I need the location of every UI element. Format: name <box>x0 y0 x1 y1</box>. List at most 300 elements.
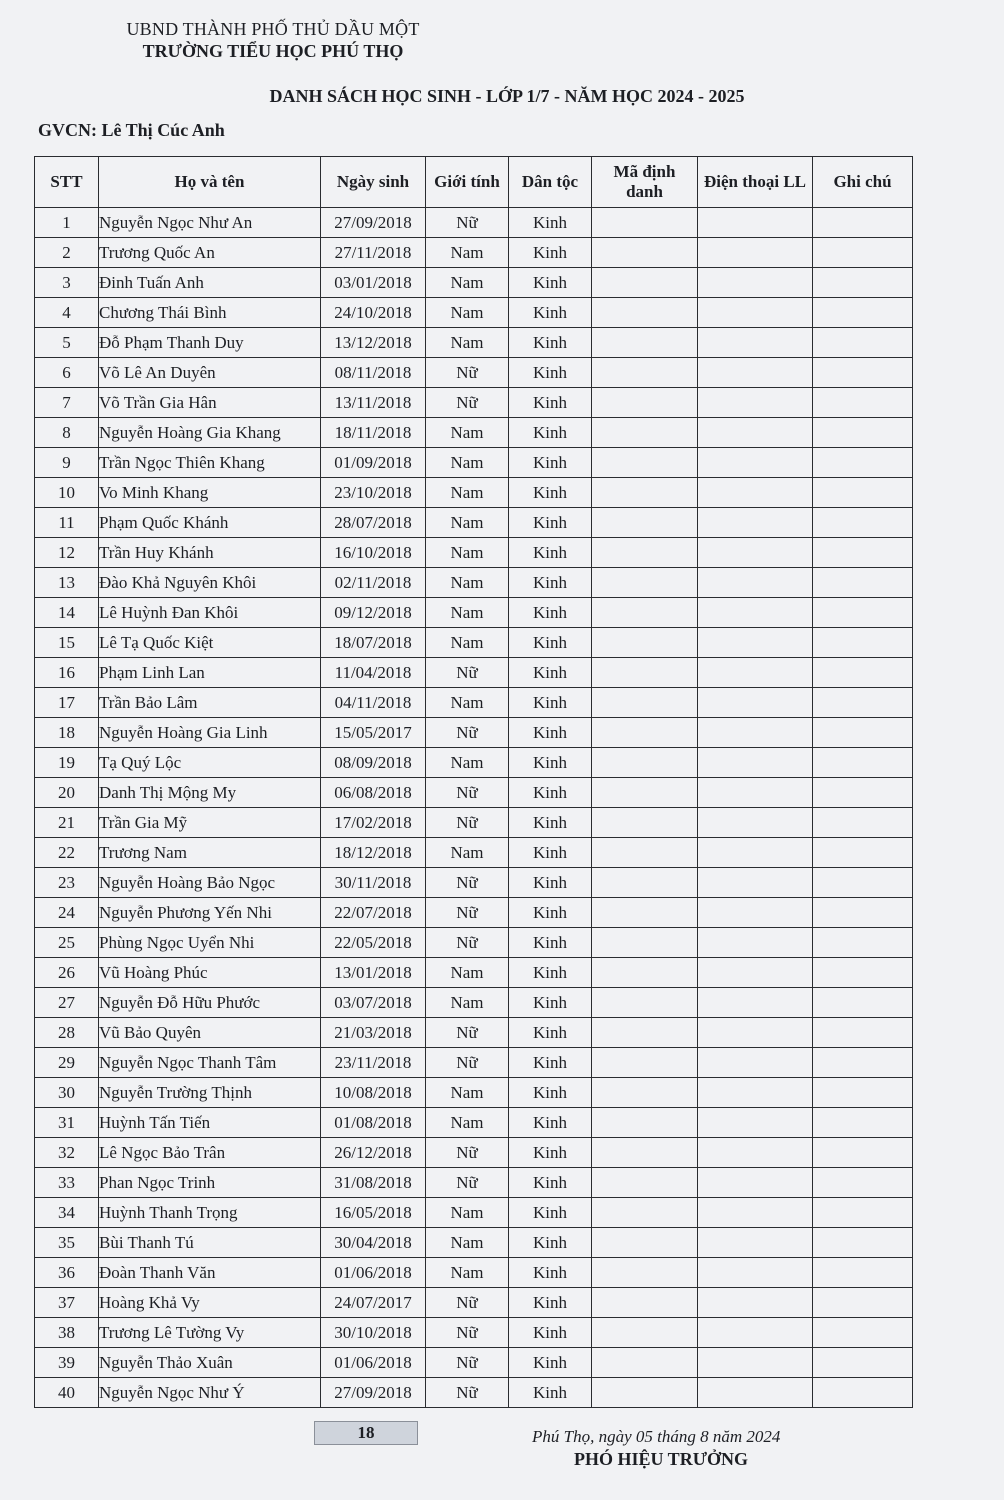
cell-gender: Nam <box>426 268 509 298</box>
cell-gender: Nam <box>426 958 509 988</box>
cell-dob: 04/11/2018 <box>321 688 426 718</box>
cell-id-code <box>592 1348 698 1378</box>
cell-phone <box>698 988 813 1018</box>
cell-gender: Nam <box>426 478 509 508</box>
cell-phone <box>698 478 813 508</box>
cell-stt: 1 <box>35 208 99 238</box>
table-row <box>35 718 913 748</box>
col-header-dob: Ngày sinh <box>321 157 426 208</box>
cell-stt: 6 <box>35 358 99 388</box>
cell-dob: 17/02/2018 <box>321 808 426 838</box>
cell-phone <box>698 1108 813 1138</box>
cell-name: Đào Khả Nguyên Khôi <box>99 568 321 598</box>
cell-dob: 30/10/2018 <box>321 1318 426 1348</box>
cell-dob: 30/04/2018 <box>321 1228 426 1258</box>
cell-gender: Nữ <box>426 778 509 808</box>
cell-stt: 2 <box>35 238 99 268</box>
cell-id-code <box>592 958 698 988</box>
teacher-label: GVCN: <box>38 120 97 140</box>
cell-phone <box>698 658 813 688</box>
cell-id-code <box>592 898 698 928</box>
cell-ethnicity: Kinh <box>509 298 592 328</box>
table-row <box>35 478 913 508</box>
cell-id-code <box>592 298 698 328</box>
cell-name: Danh Thị Mộng My <box>99 778 321 808</box>
cell-gender: Nam <box>426 568 509 598</box>
table-row <box>35 238 913 268</box>
table-row <box>35 598 913 628</box>
cell-ethnicity: Kinh <box>509 328 592 358</box>
cell-stt: 4 <box>35 298 99 328</box>
table-row <box>35 838 913 868</box>
cell-notes <box>813 1378 913 1408</box>
cell-ethnicity: Kinh <box>509 478 592 508</box>
cell-gender: Nam <box>426 748 509 778</box>
cell-stt: 20 <box>35 778 99 808</box>
cell-ethnicity: Kinh <box>509 268 592 298</box>
table-row <box>35 928 913 958</box>
cell-ethnicity: Kinh <box>509 388 592 418</box>
cell-name: Bùi Thanh Tú <box>99 1228 321 1258</box>
cell-ethnicity: Kinh <box>509 928 592 958</box>
cell-stt: 10 <box>35 478 99 508</box>
cell-ethnicity: Kinh <box>509 748 592 778</box>
cell-dob: 23/10/2018 <box>321 478 426 508</box>
table-row <box>35 988 913 1018</box>
cell-name: Huỳnh Tấn Tiến <box>99 1108 321 1138</box>
cell-gender: Nữ <box>426 1378 509 1408</box>
cell-dob: 10/08/2018 <box>321 1078 426 1108</box>
cell-notes <box>813 628 913 658</box>
cell-gender: Nữ <box>426 928 509 958</box>
cell-id-code <box>592 1138 698 1168</box>
cell-id-code <box>592 238 698 268</box>
cell-id-code <box>592 418 698 448</box>
col-header-notes: Ghi chú <box>813 157 913 208</box>
cell-ethnicity: Kinh <box>509 1168 592 1198</box>
cell-id-code <box>592 268 698 298</box>
cell-name: Vo Minh Khang <box>99 478 321 508</box>
cell-id-code <box>592 838 698 868</box>
cell-dob: 13/11/2018 <box>321 388 426 418</box>
cell-gender: Nam <box>426 1078 509 1108</box>
cell-ethnicity: Kinh <box>509 1138 592 1168</box>
cell-phone <box>698 898 813 928</box>
cell-phone <box>698 1078 813 1108</box>
cell-id-code <box>592 658 698 688</box>
cell-ethnicity: Kinh <box>509 628 592 658</box>
cell-gender: Nữ <box>426 1018 509 1048</box>
cell-gender: Nam <box>426 298 509 328</box>
cell-gender: Nam <box>426 988 509 1018</box>
cell-dob: 27/11/2018 <box>321 238 426 268</box>
cell-ethnicity: Kinh <box>509 1108 592 1138</box>
table-row <box>35 298 913 328</box>
cell-gender: Nam <box>426 1228 509 1258</box>
table-row <box>35 1228 913 1258</box>
cell-ethnicity: Kinh <box>509 868 592 898</box>
table-row <box>35 1078 913 1108</box>
cell-id-code <box>592 448 698 478</box>
cell-dob: 21/03/2018 <box>321 1018 426 1048</box>
cell-notes <box>813 538 913 568</box>
cell-dob: 23/11/2018 <box>321 1048 426 1078</box>
cell-id-code <box>592 1108 698 1138</box>
cell-phone <box>698 388 813 418</box>
table-row <box>35 1168 913 1198</box>
cell-dob: 08/09/2018 <box>321 748 426 778</box>
table-row <box>35 778 913 808</box>
cell-stt: 21 <box>35 808 99 838</box>
cell-phone <box>698 778 813 808</box>
cell-ethnicity: Kinh <box>509 1288 592 1318</box>
cell-id-code <box>592 628 698 658</box>
cell-name: Huỳnh Thanh Trọng <box>99 1198 321 1228</box>
cell-stt: 12 <box>35 538 99 568</box>
cell-stt: 36 <box>35 1258 99 1288</box>
cell-stt: 30 <box>35 1078 99 1108</box>
cell-ethnicity: Kinh <box>509 358 592 388</box>
cell-phone <box>698 538 813 568</box>
cell-name: Trương Lê Tường Vy <box>99 1318 321 1348</box>
cell-phone <box>698 838 813 868</box>
cell-stt: 18 <box>35 718 99 748</box>
table-row <box>35 1348 913 1378</box>
cell-name: Nguyễn Ngọc Thanh Tâm <box>99 1048 321 1078</box>
cell-phone <box>698 418 813 448</box>
signer-title: PHÓ HIỆU TRƯỞNG <box>574 1449 749 1469</box>
cell-stt: 28 <box>35 1018 99 1048</box>
cell-notes <box>813 1318 913 1348</box>
cell-id-code <box>592 208 698 238</box>
cell-ethnicity: Kinh <box>509 838 592 868</box>
cell-stt: 38 <box>35 1318 99 1348</box>
cell-phone <box>698 928 813 958</box>
table-row <box>35 748 913 778</box>
cell-notes <box>813 868 913 898</box>
cell-ethnicity: Kinh <box>509 688 592 718</box>
cell-phone <box>698 868 813 898</box>
cell-phone <box>698 208 813 238</box>
cell-phone <box>698 1318 813 1348</box>
table-row <box>35 268 913 298</box>
cell-stt: 8 <box>35 418 99 448</box>
cell-notes <box>813 1018 913 1048</box>
cell-gender: Nam <box>426 328 509 358</box>
cell-name: Phùng Ngọc Uyển Nhi <box>99 928 321 958</box>
cell-id-code <box>592 598 698 628</box>
document-title: DANH SÁCH HỌC SINH - LỚP 1/7 - NĂM HỌC 2024 - 2025 <box>269 86 745 106</box>
cell-dob: 13/01/2018 <box>321 958 426 988</box>
cell-phone <box>698 1258 813 1288</box>
cell-notes <box>813 1168 913 1198</box>
cell-stt: 34 <box>35 1198 99 1228</box>
document-header <box>108 18 438 62</box>
cell-ethnicity: Kinh <box>509 508 592 538</box>
cell-dob: 30/11/2018 <box>321 868 426 898</box>
cell-notes <box>813 418 913 448</box>
cell-ethnicity: Kinh <box>509 1048 592 1078</box>
cell-dob: 28/07/2018 <box>321 508 426 538</box>
authority-name: UBND THÀNH PHỐ THỦ DẦU MỘT <box>126 19 420 39</box>
cell-gender: Nam <box>426 628 509 658</box>
cell-gender: Nữ <box>426 388 509 418</box>
table-row <box>35 628 913 658</box>
cell-gender: Nữ <box>426 808 509 838</box>
cell-dob: 27/09/2018 <box>321 1378 426 1408</box>
table-row <box>35 1378 913 1408</box>
cell-phone <box>698 568 813 598</box>
cell-notes <box>813 1348 913 1378</box>
cell-notes <box>813 1288 913 1318</box>
cell-stt: 23 <box>35 868 99 898</box>
cell-stt: 24 <box>35 898 99 928</box>
cell-notes <box>813 268 913 298</box>
table-row <box>35 658 913 688</box>
cell-name: Trương Nam <box>99 838 321 868</box>
col-header-phone: Điện thoại LL <box>698 157 813 208</box>
cell-name: Nguyễn Hoàng Gia Linh <box>99 718 321 748</box>
cell-ethnicity: Kinh <box>509 1198 592 1228</box>
cell-id-code <box>592 1048 698 1078</box>
cell-stt: 37 <box>35 1288 99 1318</box>
cell-notes <box>813 898 913 928</box>
cell-stt: 32 <box>35 1138 99 1168</box>
cell-notes <box>813 328 913 358</box>
cell-notes <box>813 388 913 418</box>
cell-ethnicity: Kinh <box>509 208 592 238</box>
table-row <box>35 448 913 478</box>
table-row <box>35 958 913 988</box>
col-header-ethnicity: Dân tộc <box>509 157 592 208</box>
cell-name: Nguyễn Thảo Xuân <box>99 1348 321 1378</box>
place-and-date: Phú Thọ, ngày 05 tháng 8 năm 2024 <box>532 1427 781 1446</box>
cell-id-code <box>592 778 698 808</box>
cell-notes <box>813 958 913 988</box>
cell-gender: Nam <box>426 1108 509 1138</box>
cell-ethnicity: Kinh <box>509 988 592 1018</box>
cell-gender: Nam <box>426 598 509 628</box>
cell-ethnicity: Kinh <box>509 568 592 598</box>
cell-dob: 01/06/2018 <box>321 1258 426 1288</box>
cell-id-code <box>592 1018 698 1048</box>
cell-name: Nguyễn Trường Thịnh <box>99 1078 321 1108</box>
table-row <box>35 808 913 838</box>
cell-id-code <box>592 1078 698 1108</box>
cell-notes <box>813 1138 913 1168</box>
table-row <box>35 508 913 538</box>
cell-name: Nguyễn Hoàng Gia Khang <box>99 418 321 448</box>
col-header-name: Họ và tên <box>99 157 321 208</box>
cell-name: Trần Ngọc Thiên Khang <box>99 448 321 478</box>
col-header-gender: Giới tính <box>426 157 509 208</box>
table-row <box>35 1018 913 1048</box>
cell-gender: Nữ <box>426 658 509 688</box>
cell-stt: 3 <box>35 268 99 298</box>
cell-dob: 27/09/2018 <box>321 208 426 238</box>
cell-id-code <box>592 988 698 1018</box>
cell-name: Trương Quốc An <box>99 238 321 268</box>
table-row <box>35 328 913 358</box>
table-row <box>35 1048 913 1078</box>
cell-phone <box>698 1138 813 1168</box>
cell-phone <box>698 748 813 778</box>
cell-dob: 24/07/2017 <box>321 1288 426 1318</box>
cell-name: Võ Trần Gia Hân <box>99 388 321 418</box>
cell-ethnicity: Kinh <box>509 958 592 988</box>
cell-id-code <box>592 508 698 538</box>
cell-ethnicity: Kinh <box>509 1228 592 1258</box>
table-row <box>35 1258 913 1288</box>
cell-phone <box>698 1018 813 1048</box>
cell-notes <box>813 1078 913 1108</box>
cell-phone <box>698 1168 813 1198</box>
cell-phone <box>698 1348 813 1378</box>
col-header-stt: STT <box>35 157 99 208</box>
cell-stt: 33 <box>35 1168 99 1198</box>
cell-notes <box>813 988 913 1018</box>
cell-notes <box>813 1108 913 1138</box>
cell-id-code <box>592 388 698 418</box>
cell-stt: 14 <box>35 598 99 628</box>
table-row <box>35 1198 913 1228</box>
cell-name: Lê Huỳnh Đan Khôi <box>99 598 321 628</box>
cell-ethnicity: Kinh <box>509 778 592 808</box>
cell-notes <box>813 1228 913 1258</box>
cell-notes <box>813 208 913 238</box>
cell-stt: 25 <box>35 928 99 958</box>
cell-ethnicity: Kinh <box>509 808 592 838</box>
cell-name: Tạ Quý Lộc <box>99 748 321 778</box>
cell-dob: 18/12/2018 <box>321 838 426 868</box>
cell-name: Đinh Tuấn Anh <box>99 268 321 298</box>
table-row <box>35 898 913 928</box>
cell-phone <box>698 358 813 388</box>
cell-notes <box>813 748 913 778</box>
cell-stt: 11 <box>35 508 99 538</box>
cell-dob: 06/08/2018 <box>321 778 426 808</box>
cell-name: Vũ Bảo Quyên <box>99 1018 321 1048</box>
cell-phone <box>698 958 813 988</box>
cell-ethnicity: Kinh <box>509 418 592 448</box>
cell-name: Hoàng Khả Vy <box>99 1288 321 1318</box>
cell-name: Trần Bảo Lâm <box>99 688 321 718</box>
cell-id-code <box>592 1258 698 1288</box>
cell-gender: Nam <box>426 838 509 868</box>
cell-notes <box>813 508 913 538</box>
cell-id-code <box>592 1378 698 1408</box>
table-row <box>35 388 913 418</box>
cell-name: Trần Huy Khánh <box>99 538 321 568</box>
cell-id-code <box>592 478 698 508</box>
cell-ethnicity: Kinh <box>509 1318 592 1348</box>
col-header-id-code <box>592 157 698 208</box>
cell-id-code <box>592 328 698 358</box>
cell-gender: Nam <box>426 538 509 568</box>
cell-phone <box>698 238 813 268</box>
cell-gender: Nam <box>426 418 509 448</box>
cell-notes <box>813 658 913 688</box>
cell-stt: 5 <box>35 328 99 358</box>
cell-notes <box>813 568 913 598</box>
cell-stt: 9 <box>35 448 99 478</box>
cell-name: Nguyễn Phương Yến Nhi <box>99 898 321 928</box>
cell-name: Nguyễn Ngọc Như Ý <box>99 1378 321 1408</box>
cell-phone <box>698 808 813 838</box>
cell-name: Nguyễn Hoàng Bảo Ngọc <box>99 868 321 898</box>
cell-phone <box>698 1198 813 1228</box>
cell-dob: 08/11/2018 <box>321 358 426 388</box>
table-body <box>35 208 913 1408</box>
cell-phone <box>698 448 813 478</box>
table-row <box>35 1318 913 1348</box>
cell-notes <box>813 778 913 808</box>
cell-name: Lê Tạ Quốc Kiệt <box>99 628 321 658</box>
table-row <box>35 538 913 568</box>
cell-dob: 13/12/2018 <box>321 328 426 358</box>
cell-name: Đỗ Phạm Thanh Duy <box>99 328 321 358</box>
cell-dob: 16/10/2018 <box>321 538 426 568</box>
cell-notes <box>813 838 913 868</box>
cell-dob: 16/05/2018 <box>321 1198 426 1228</box>
cell-notes <box>813 808 913 838</box>
school-name: TRƯỜNG TIỂU HỌC PHÚ THỌ <box>142 41 404 61</box>
cell-phone <box>698 508 813 538</box>
cell-id-code <box>592 928 698 958</box>
cell-gender: Nam <box>426 1198 509 1228</box>
page-number: 18 <box>314 1421 418 1445</box>
cell-notes <box>813 1048 913 1078</box>
cell-stt: 19 <box>35 748 99 778</box>
cell-name: Nguyễn Ngọc Như An <box>99 208 321 238</box>
cell-ethnicity: Kinh <box>509 448 592 478</box>
cell-stt: 31 <box>35 1108 99 1138</box>
cell-ethnicity: Kinh <box>509 718 592 748</box>
cell-phone <box>698 1378 813 1408</box>
cell-stt: 40 <box>35 1378 99 1408</box>
homeroom-teacher <box>38 120 225 141</box>
cell-notes <box>813 238 913 268</box>
cell-gender: Nữ <box>426 718 509 748</box>
cell-stt: 22 <box>35 838 99 868</box>
cell-notes <box>813 718 913 748</box>
cell-stt: 7 <box>35 388 99 418</box>
cell-dob: 26/12/2018 <box>321 1138 426 1168</box>
table-row <box>35 358 913 388</box>
cell-name: Chương Thái Bình <box>99 298 321 328</box>
cell-gender: Nam <box>426 688 509 718</box>
cell-gender: Nữ <box>426 1348 509 1378</box>
cell-name: Phan Ngọc Trinh <box>99 1168 321 1198</box>
cell-notes <box>813 298 913 328</box>
cell-ethnicity: Kinh <box>509 1258 592 1288</box>
cell-dob: 01/06/2018 <box>321 1348 426 1378</box>
table-row <box>35 1138 913 1168</box>
cell-stt: 13 <box>35 568 99 598</box>
cell-dob: 03/01/2018 <box>321 268 426 298</box>
student-list-table <box>34 156 913 1408</box>
cell-notes <box>813 688 913 718</box>
teacher-name: Lê Thị Cúc Anh <box>101 120 225 140</box>
cell-id-code <box>592 1228 698 1258</box>
cell-notes <box>813 448 913 478</box>
cell-gender: Nữ <box>426 358 509 388</box>
cell-id-code <box>592 808 698 838</box>
cell-gender: Nam <box>426 238 509 268</box>
cell-dob: 22/05/2018 <box>321 928 426 958</box>
cell-ethnicity: Kinh <box>509 1378 592 1408</box>
cell-stt: 29 <box>35 1048 99 1078</box>
